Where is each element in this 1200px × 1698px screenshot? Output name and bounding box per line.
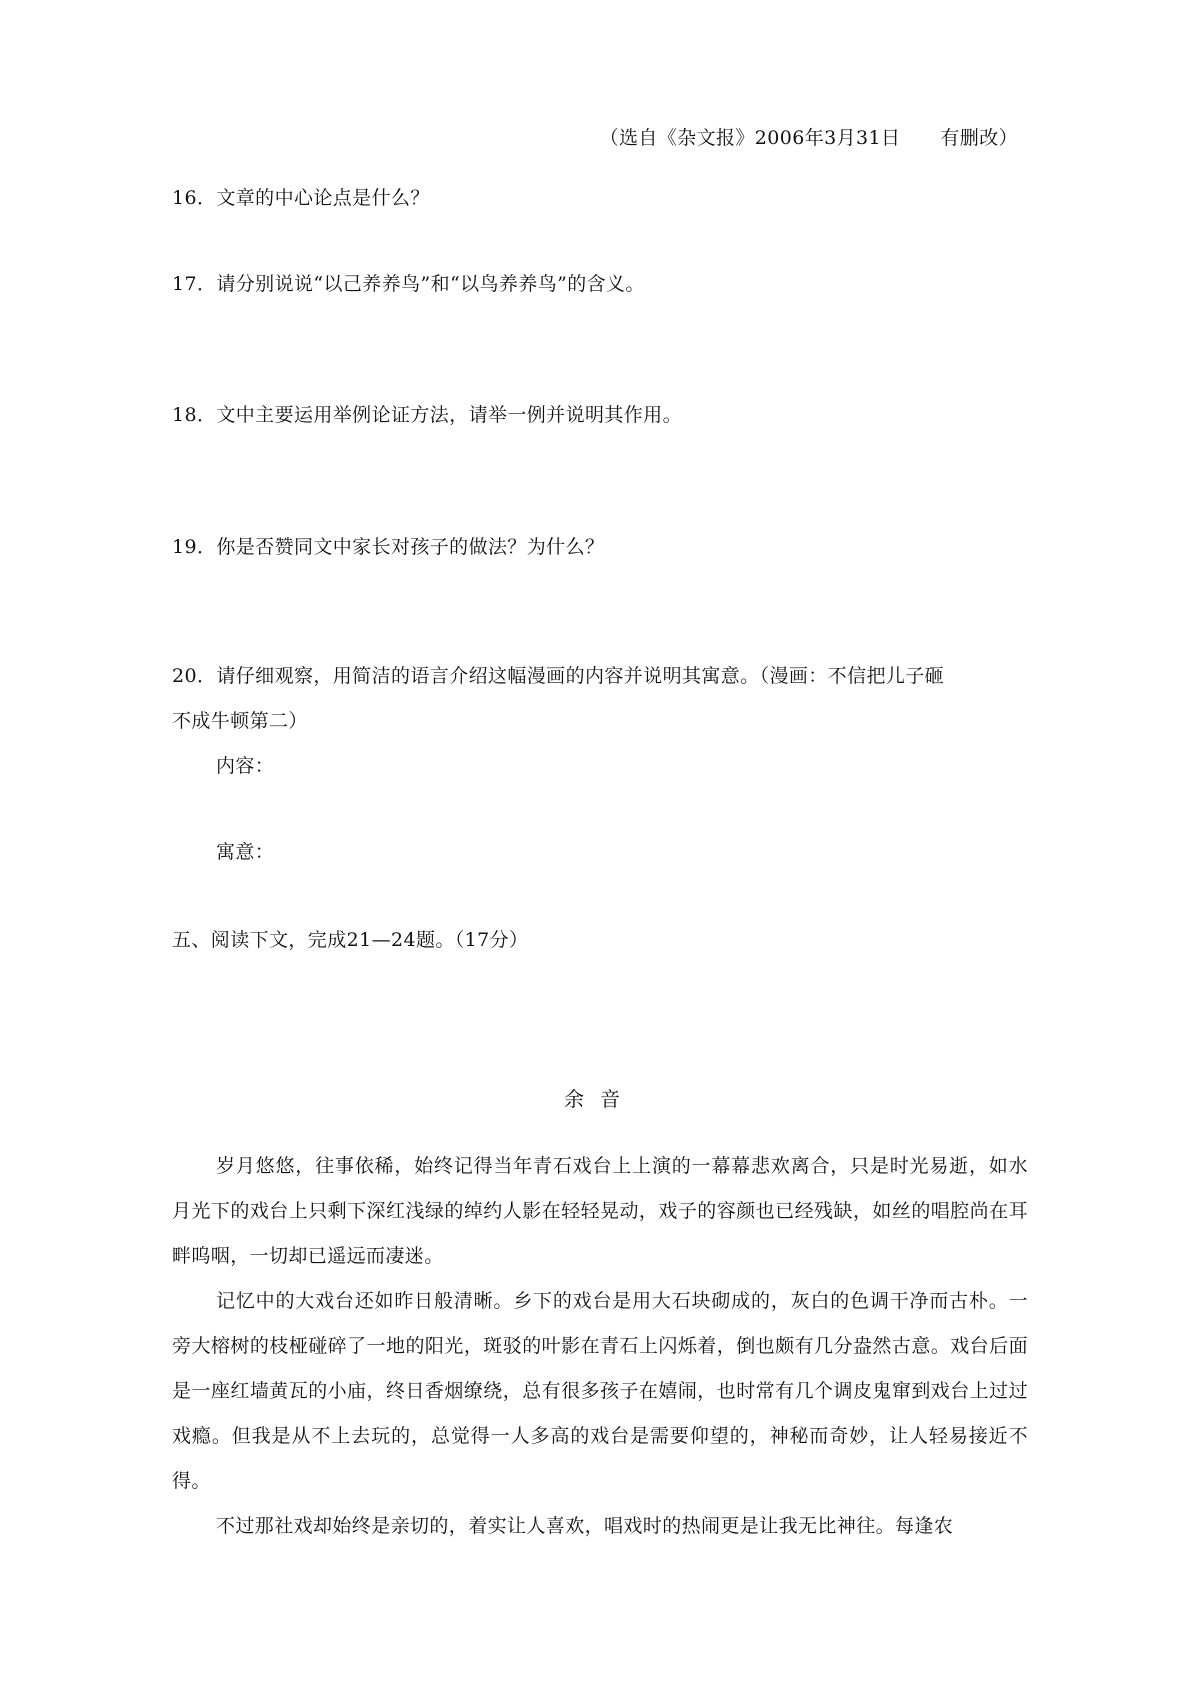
source-citation xyxy=(600,124,1018,152)
passage-paragraph-3: 不过那社戏却始终是亲切的，着实让人喜欢，唱戏时的热闹更是让我无比神往。每逢农 xyxy=(216,1515,954,1537)
question-20-meaning-label: 寓意： xyxy=(216,841,275,863)
passage-title: 余音 xyxy=(564,1087,636,1111)
passage-paragraph-2: 记忆中的大戏台还如昨日般清晰。乡下的戏台是用大石块砌成的，灰白的色调干净而古朴。一旁大榕树的枝桠碰碎了一地的阳光，斑驳的叶影在青石上闪烁着，倒也颇有几分盎然古意。戏台后面是一座红墙黄瓦的小庙，终日香烟缭绕，总有很多孩子在嬉闹，也时常有几个调皮鬼窜到戏台上过过戏瘾。但我是从不上去玩的，总觉得一人多高的戏台是需要仰望的，神秘而奇妙，让人轻易接近不得。 xyxy=(172,1290,1028,1492)
question-18: 18．文中主要运用举例论证方法，请举一例并说明其作用。 xyxy=(172,404,682,426)
question-20-line-1: 20．请仔细观察，用简洁的语言介绍这幅漫画的内容并说明其寓意。（漫画：不信把儿子砸 xyxy=(172,665,945,687)
source-text: （选自《杂文报》2006年3月31日 xyxy=(599,127,901,149)
question-20-line-2: 不成牛顿第二） xyxy=(172,710,308,732)
question-19: 19．你是否赞同文中家长对孩子的做法？为什么？ xyxy=(172,536,605,558)
source-note: 有删改） xyxy=(940,127,1018,149)
question-16: 16．文章的中心论点是什么？ xyxy=(172,187,430,209)
question-17: 17．请分别说说“以己养养鸟”和“以鸟养养鸟”的含义。 xyxy=(172,273,645,295)
section-5-heading: 五、阅读下文，完成21—24题。（17分） xyxy=(172,929,529,951)
passage-paragraph-1: 岁月悠悠，往事依稀，始终记得当年青石戏台上上演的一幕幕悲欢离合，只是时光易逝，如水月光下的戏台上只剩下深红浅绿的绰约人影在轻轻晃动，戏子的容颜也已经残缺，如丝的唱腔尚在耳畔呜咽，一切却已遥远而凄迷。 xyxy=(172,1155,1028,1267)
question-20-content-label: 内容： xyxy=(216,755,275,777)
